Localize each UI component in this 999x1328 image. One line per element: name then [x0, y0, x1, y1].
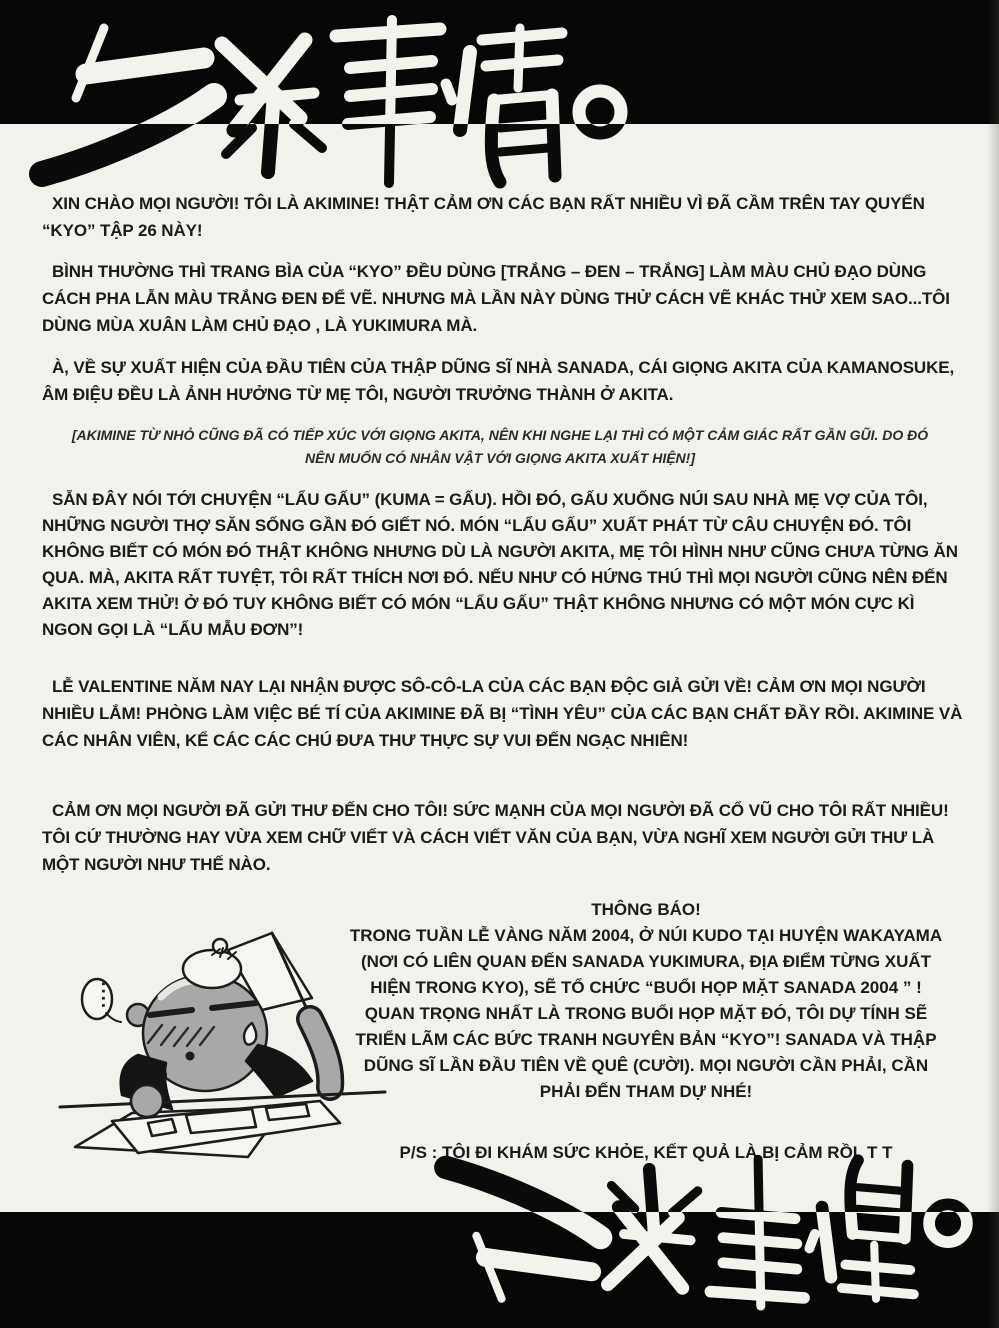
paragraph-greeting: XIN CHÀO MỌI NGƯỜI! TÔI LÀ AKIMINE! THẬT CẢM ƠN CÁC BẠN RẤT NHIỀU VÌ ĐÃ CẦM TRÊN TAY QUYỂN “KYO” TẬP 26 NÀY! — [42, 194, 925, 240]
paragraph-akita-voice: À, VỀ SỰ XUẤT HIỆN CỦA ĐẦU TIÊN CỦA THẬP DŨNG SĨ NHÀ SANADA, CÁI GIỌNG AKITA CỦA KAMANOSUKE, ÂM ĐIỆU ĐỀU LÀ ẢNH HƯỞNG TỪ MẸ TÔI, NGƯỜI TRƯỞNG THÀNH Ở AKITA. — [42, 358, 955, 404]
ice-pack — [183, 939, 241, 988]
announcement-block — [345, 897, 947, 1105]
mouth — [186, 1052, 195, 1061]
bracketed-side-note: [AKIMINE TỪ NHỎ CŨNG ĐÃ CÓ TIẾP XÚC VỚI GIỌNG AKITA, NÊN KHI NGHE LẠI THÌ CÓ MỘT CẢM GIÁC RẤT GẦN GŨI. DO ĐÓ NÊN MUỐN CÓ NHÂN VẬT VỚI GIỌNG AKITA XUẤT HIỆN!] — [71, 427, 929, 466]
announcement-body: TRONG TUẦN LỄ VÀNG NĂM 2004, Ở NÚI KUDO TẠI HUYỆN WAKAYAMA (NƠI CÓ LIÊN QUAN ĐẾN SANADA YUKIMURA, ĐỊA ĐIỂM TỪNG XUẤT HIỆN TRONG KYO), SẼ TỔ CHỨC “BUỔI HỌP MẶT SANADA 2004 ” ! QUAN TRỌNG NHẤT LÀ TRONG BUỔI HỌP MẶT ĐÓ, TÔI DỰ TÍNH SẼ TRIỂN LÃM CÁC BỨC TRANH NGUYÊN BẢN “KYO”! SANADA VÀ THẬP DŨNG SĨ LẦN ĐẦU TIÊN VỀ QUÊ (CƯỜI). MỌI NGƯỜI CẦN PHẢI, CẦN PHẢI ĐẾN THAM DỰ NHÉ! — [349, 926, 943, 1101]
speech-dots: .... — [98, 981, 116, 1010]
postscript-line: P/S : TÔI ĐI KHÁM SỨC KHỎE, KẾT QUẢ LÀ BỊ CẢM RỒI. T T — [399, 1143, 893, 1162]
top-banner-calligraphy — [0, 0, 999, 200]
paragraph-letters: CẢM ƠN MỌI NGƯỜI ĐÃ GỬI THƯ ĐẾN CHO TÔI! SỨC MẠNH CỦA MỌI NGƯỜI ĐÃ CỔ VŨ CHO TÔI RẤT NHIỀU! TÔI CỨ THƯỜNG HAY VỪA XEM CHỮ VIẾT VÀ CÁCH VIẾT VĂN CỦA BẠN, VỪA NGHĨ XEM NGƯỜI GỬI THƯ LÀ MỘT NGƯỜI NHƯ THẾ NÀO. — [42, 801, 949, 874]
bottom-banner-calligraphy — [0, 1140, 999, 1328]
paragraph-bear-hotpot: SẴN ĐÂY NÓI TỚI CHUYỆN “LẨU GẤU” (KUMA = GẤU). HỒI ĐÓ, GẤU XUỐNG NÚI SAU NHÀ MẸ VỢ CỦA TÔI, NHỮNG NGƯỜI THỢ SĂN SỐNG GẦN ĐÓ GIẾT NÓ. MÓN “LẨU GẤU” XUẤT PHÁT TỪ CÂU CHUYỆN ĐÓ. TÔI KHÔNG BIẾT CÓ MÓN ĐÓ THẬT KHÔNG NHƯNG DÙ LÀ NGƯỜI AKITA, MẸ TÔI HÌNH NHƯ CŨNG CHƯA TỪNG ĂN QUA. MÀ, AKITA RẤT TUYỆT, TÔI RẤT THÍCH NƠI ĐÓ. NẾU NHƯ CÓ HỨNG THÚ THÌ MỌI NGƯỜI CŨNG NÊN ĐẾN AKITA XEM THỬ! Ở ĐÓ TUY KHÔNG BIẾT CÓ MÓN “LẨU GẤU” THẬT KHÔNG NHƯNG CÓ MỘT MÓN CỰC KÌ NGON GỌI LÀ “LẨU MẪU ĐƠN”! — [42, 490, 958, 639]
paragraph-cover-colors: BÌNH THƯỜNG THÌ TRANG BÌA CỦA “KYO” ĐỀU DÙNG [TRẮNG – ĐEN – TRẮNG] LÀM MÀU CHỦ ĐẠO DÙNG CÁCH PHA LẪN MÀU TRẮNG ĐEN ĐỂ VẼ. NHƯNG MÀ LẦN NÀY DÙNG THỬ CÁCH VẼ KHÁC THỬ XEM SAO...TÔI DÙNG MÙA XUÂN LÀM CHỦ ĐẠO , LÀ YUKIMURA MÀ. — [42, 262, 950, 335]
announcement-title: THÔNG BÁO! — [591, 900, 701, 919]
paragraph-valentine: LỄ VALENTINE NĂM NAY LẠI NHẬN ĐƯỢC SÔ-CÔ-LA CỦA CÁC BẠN ĐỘC GIẢ GỬI VỀ! CẢM ƠN MỌI NGƯỜI NHIỀU LẮM! PHÒNG LÀM VIỆC BÉ TÍ CỦA AKIMINE ĐÃ BỊ “TÌNH YÊU” CỦA CÁC BẠN CHẤT ĐẦY RỒI. AKIMINE VÀ CÁC NHÂN VIÊN, KỂ CÁC CÁC CHÚ ĐƯA THƯ THỰC SỰ VUI ĐẾN NGẠC NHIÊN! — [42, 677, 963, 750]
